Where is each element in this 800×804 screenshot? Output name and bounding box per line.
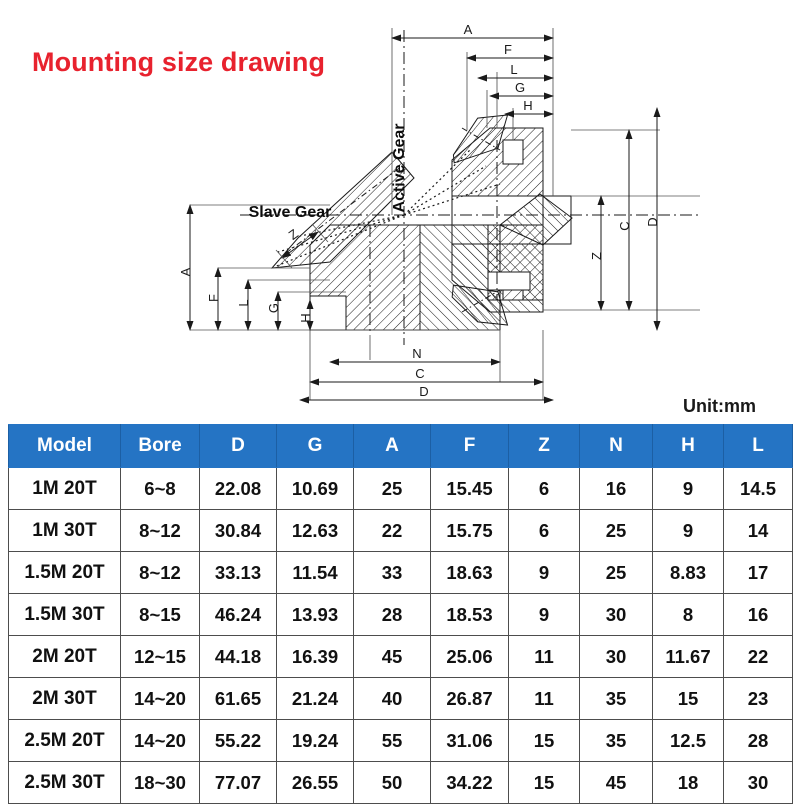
cell-h: 11.67 — [653, 636, 724, 678]
column-header-a: A — [354, 425, 431, 468]
cell-g: 26.55 — [277, 762, 354, 804]
dim-label-L-top: L — [510, 62, 518, 77]
table-row — [9, 678, 793, 720]
cell-model: 2.5M 30T — [9, 762, 121, 804]
cell-h: 12.5 — [653, 720, 724, 762]
cell-z: 15 — [509, 762, 580, 804]
cell-f: 15.75 — [431, 510, 509, 552]
cell-bore: 14~20 — [121, 720, 200, 762]
cell-f: 26.87 — [431, 678, 509, 720]
cell-z: 6 — [509, 468, 580, 510]
cell-a: 33 — [354, 552, 431, 594]
dim-label-A-top: A — [463, 22, 473, 37]
cell-a: 40 — [354, 678, 431, 720]
cell-g: 16.39 — [277, 636, 354, 678]
cell-a: 25 — [354, 468, 431, 510]
cell-g: 21.24 — [277, 678, 354, 720]
cell-l: 14.5 — [724, 468, 793, 510]
cell-n: 25 — [580, 510, 653, 552]
slave-gear-label: Slave Gear — [248, 204, 332, 221]
cell-a: 55 — [354, 720, 431, 762]
cell-model: 1M 20T — [9, 468, 121, 510]
page-title: Mounting size drawing — [32, 47, 326, 77]
cell-l: 22 — [724, 636, 793, 678]
cell-model: 1.5M 30T — [9, 594, 121, 636]
dim-label-Z-slave: Z — [285, 225, 301, 243]
table-row — [9, 594, 793, 636]
dim-label-C-bottom: C — [415, 366, 425, 381]
cell-f: 31.06 — [431, 720, 509, 762]
cell-l: 17 — [724, 552, 793, 594]
cell-h: 8.83 — [653, 552, 724, 594]
unit-note: Unit:mm — [683, 396, 756, 416]
dim-label-L-left: L — [236, 299, 251, 307]
cell-n: 35 — [580, 678, 653, 720]
cell-d: 55.22 — [200, 720, 277, 762]
dim-label-N-bottom: N — [412, 346, 422, 361]
cell-z: 9 — [509, 594, 580, 636]
dim-label-F-left: F — [206, 294, 221, 302]
cell-bore: 8~15 — [121, 594, 200, 636]
cell-a: 22 — [354, 510, 431, 552]
column-header-n: N — [580, 425, 653, 468]
cell-a: 28 — [354, 594, 431, 636]
column-header-d: D — [200, 425, 277, 468]
cell-d: 44.18 — [200, 636, 277, 678]
table-row — [9, 510, 793, 552]
column-header-z: Z — [509, 425, 580, 468]
cell-n: 30 — [580, 636, 653, 678]
cell-l: 23 — [724, 678, 793, 720]
gear-dimension-table — [8, 424, 793, 804]
dim-label-C-right: C — [617, 221, 632, 231]
cell-d: 30.84 — [200, 510, 277, 552]
cell-n: 25 — [580, 552, 653, 594]
cell-n: 45 — [580, 762, 653, 804]
table-header-row — [9, 425, 793, 468]
cell-bore: 8~12 — [121, 510, 200, 552]
table-body — [9, 468, 793, 804]
cell-d: 46.24 — [200, 594, 277, 636]
dim-label-A-left: A — [178, 267, 193, 277]
cell-h: 15 — [653, 678, 724, 720]
cell-model: 2M 20T — [9, 636, 121, 678]
column-header-model: Model — [9, 425, 121, 468]
cell-h: 18 — [653, 762, 724, 804]
table-row — [9, 468, 793, 510]
cell-l: 28 — [724, 720, 793, 762]
cell-bore: 8~12 — [121, 552, 200, 594]
cell-z: 11 — [509, 636, 580, 678]
cell-bore: 12~15 — [121, 636, 200, 678]
cell-f: 15.45 — [431, 468, 509, 510]
cell-h: 9 — [653, 510, 724, 552]
dim-label-F-top: F — [504, 42, 512, 57]
spec-table-container — [8, 424, 792, 804]
cell-a: 45 — [354, 636, 431, 678]
cell-model: 1.5M 20T — [9, 552, 121, 594]
cell-d: 22.08 — [200, 468, 277, 510]
cell-z: 11 — [509, 678, 580, 720]
dim-label-D-right: D — [645, 217, 660, 227]
table-row — [9, 720, 793, 762]
dim-label-D-bottom: D — [419, 384, 429, 399]
active-gear-label: Active Gear — [391, 123, 408, 213]
dim-label-G-top: G — [514, 80, 526, 95]
table-row — [9, 636, 793, 678]
dim-label-H-left: H — [298, 313, 313, 323]
cell-bore: 14~20 — [121, 678, 200, 720]
column-header-l: L — [724, 425, 793, 468]
table-row — [9, 552, 793, 594]
cell-g: 12.63 — [277, 510, 354, 552]
cell-z: 6 — [509, 510, 580, 552]
cell-n: 35 — [580, 720, 653, 762]
cell-bore: 6~8 — [121, 468, 200, 510]
cell-g: 19.24 — [277, 720, 354, 762]
cell-g: 13.93 — [277, 594, 354, 636]
column-header-h: H — [653, 425, 724, 468]
cell-z: 9 — [509, 552, 580, 594]
cell-l: 14 — [724, 510, 793, 552]
cell-z: 15 — [509, 720, 580, 762]
cell-f: 34.22 — [431, 762, 509, 804]
cell-l: 16 — [724, 594, 793, 636]
dim-label-G-left: G — [266, 302, 281, 314]
cell-f: 18.53 — [431, 594, 509, 636]
cell-d: 61.65 — [200, 678, 277, 720]
column-header-f: F — [431, 425, 509, 468]
cell-model: 2M 30T — [9, 678, 121, 720]
cell-model: 1M 30T — [9, 510, 121, 552]
cell-a: 50 — [354, 762, 431, 804]
cell-n: 30 — [580, 594, 653, 636]
column-header-bore: Bore — [121, 425, 200, 468]
cell-h: 8 — [653, 594, 724, 636]
table-row — [9, 762, 793, 804]
cell-h: 9 — [653, 468, 724, 510]
cell-bore: 18~30 — [121, 762, 200, 804]
dim-label-H-top: H — [523, 98, 533, 113]
cell-g: 11.54 — [277, 552, 354, 594]
column-header-g: G — [277, 425, 354, 468]
cell-l: 30 — [724, 762, 793, 804]
dim-label-Z-right: Z — [589, 252, 604, 260]
cell-f: 25.06 — [431, 636, 509, 678]
cell-n: 16 — [580, 468, 653, 510]
cell-f: 18.63 — [431, 552, 509, 594]
cell-g: 10.69 — [277, 468, 354, 510]
cell-d: 33.13 — [200, 552, 277, 594]
cell-d: 77.07 — [200, 762, 277, 804]
cell-model: 2.5M 20T — [9, 720, 121, 762]
